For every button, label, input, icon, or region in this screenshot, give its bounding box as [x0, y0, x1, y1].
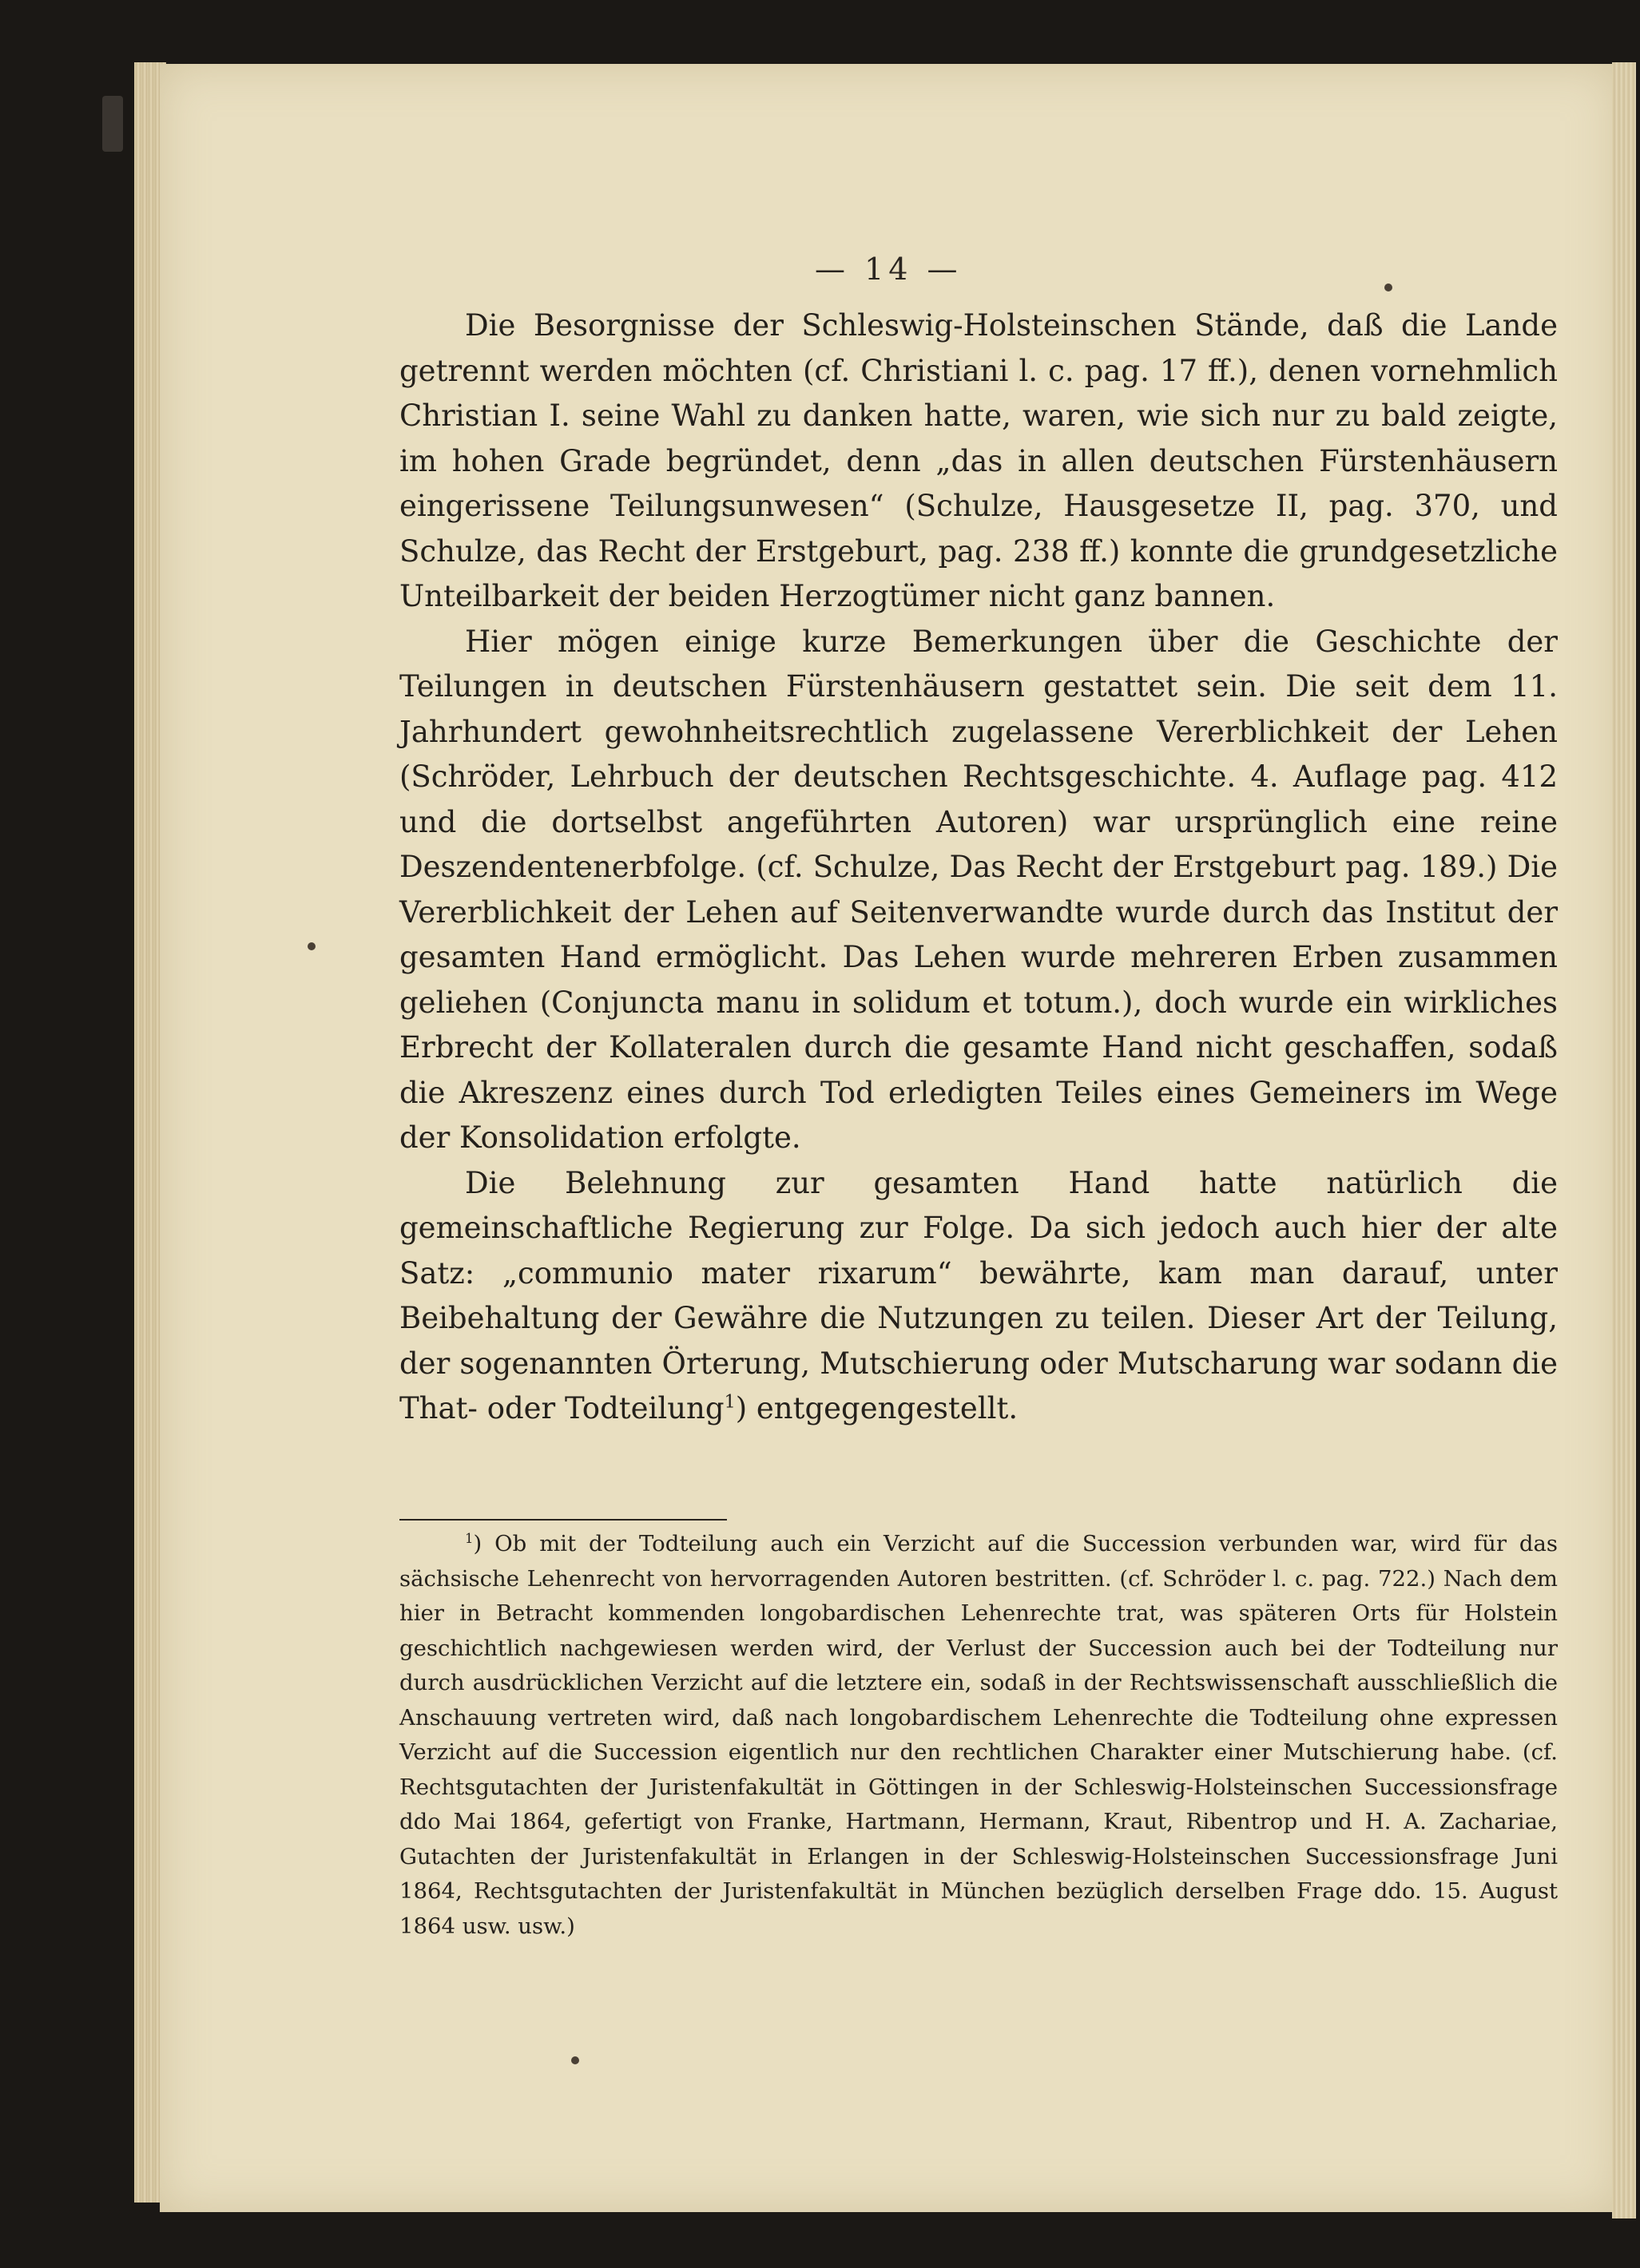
- ink-speck: [1384, 284, 1392, 291]
- binding-remnant: [102, 96, 123, 152]
- footnote: [399, 1527, 1558, 1944]
- paragraph-end: ) entgegengestellt.: [735, 1391, 1019, 1425]
- paragraph: Die Besorgnisse der Schleswig-Holsteinschen Stände, daß die Lande getrennt werden möchten (cf. Christiani l. c. pag. 17 ff.), denen vornehmlich Christian I. seine Wahl zu danken hatte, waren, wie sich nur zu bald zeigte, im hohen Grade begründet, denn „das in allen deutschen Fürstenhäusern eingerissene Teilungsunwesen“ (Schulze, Hausgesetze II, pag. 370, und Schulze, das Recht der Erstgeburt, pag. 238 ff.) konnte die grundgesetzliche Unteilbarkeit der beiden Herzogtümer nicht ganz bannen.: [399, 308, 1558, 613]
- main-text: [399, 303, 1558, 1432]
- ink-speck: [571, 2056, 579, 2064]
- footnote-mark: 1: [465, 1530, 474, 1546]
- book-page: [160, 64, 1618, 2212]
- footnote-reference: 1: [724, 1391, 736, 1413]
- footnote-text: ) Ob mit der Todteilung auch ein Verzicht auf die Succession verbunden war, wird für das sächsische Lehenrecht von hervorragenden Autoren bestritten. (cf. Schröder l. c. pag. 722.) Nach dem hier in Betracht kommenden longobardischen Lehenrechte trat, was späteren Orts für Holstein geschichtlich nachgewiesen werden wird, der Verlust der Succession auch bei der Todteilung nur durch ausdrücklichen Verzicht auf die letztere ein, sodaß in der Rechtswissenschaft ausschließlich die Anschauung vertreten wird, daß nach longobardischem Lehenrechte die Todteilung ohne expressen Verzicht auf die Succession eigentlich nur den rechtlichen Charakter einer Mutschierung habe. (cf. Rechtsgutachten der Juristenfakultät in Göttingen in der Schleswig-Holsteinschen Successionsfrage ddo Mai 1864, gefertigt von Franke, Hartmann, Hermann, Kraut, Ribentrop und H. A. Zachariae, Gutachten der Juristenfakultät in Erlangen in der Schleswig-Holsteinschen Successionsfrage Juni 1864, Rechtsgutachten der Juristenfakultät in München bezüglich derselben Frage ddo. 15. August 1864 usw. usw.): [399, 1531, 1558, 1939]
- page-number: — 14 —: [815, 252, 963, 287]
- paragraph: [399, 1161, 1558, 1432]
- page-stack-right-edge: [1612, 62, 1636, 2218]
- paragraph-text: Die Belehnung zur gesamten Hand hatte natürlich die gemeinschaftliche Regierung zur Folge. Da sich jedoch auch hier der alte Satz: „communio mater rixarum“ bewährte, kam man darauf, unter Beibehaltung der Gewähre die Nutzungen zu teilen. Dieser Art der Teilung, der sogenannten Örterung, Mutschierung oder Mutscharung war sodann die That- oder Todteilung: [399, 1165, 1558, 1425]
- ink-speck: [308, 942, 316, 950]
- paragraph: Hier mögen einige kurze Bemerkungen über die Geschichte der Teilungen in deutschen Fürstenhäusern gestattet sein. Die seit dem 11. Jahrhundert gewohnheitsrechtlich zugelassene Vererblichkeit der Lehen (Schröder, Lehrbuch der deutschen Rechtsgeschichte. 4. Auflage pag. 412 und die dortselbst angeführten Autoren) war ursprünglich eine reine Deszendentenerbfolge. (cf. Schulze, Das Recht der Erstgeburt pag. 189.) Die Vererblichkeit der Lehen auf Seitenverwandte wurde durch das Institut der gesamten Hand ermöglicht. Das Lehen wurde mehreren Erben zusammen geliehen (Conjuncta manu in solidum et totum.), doch wurde ein wirkliches Erbrecht der Kollateralen durch die gesamte Hand nicht geschaffen, sodaß die Akreszenz eines durch Tod erledigten Teiles eines Gemeiners im Wege der Konsolidation erfolgte.: [399, 624, 1558, 1155]
- footnote-separator: [399, 1519, 727, 1521]
